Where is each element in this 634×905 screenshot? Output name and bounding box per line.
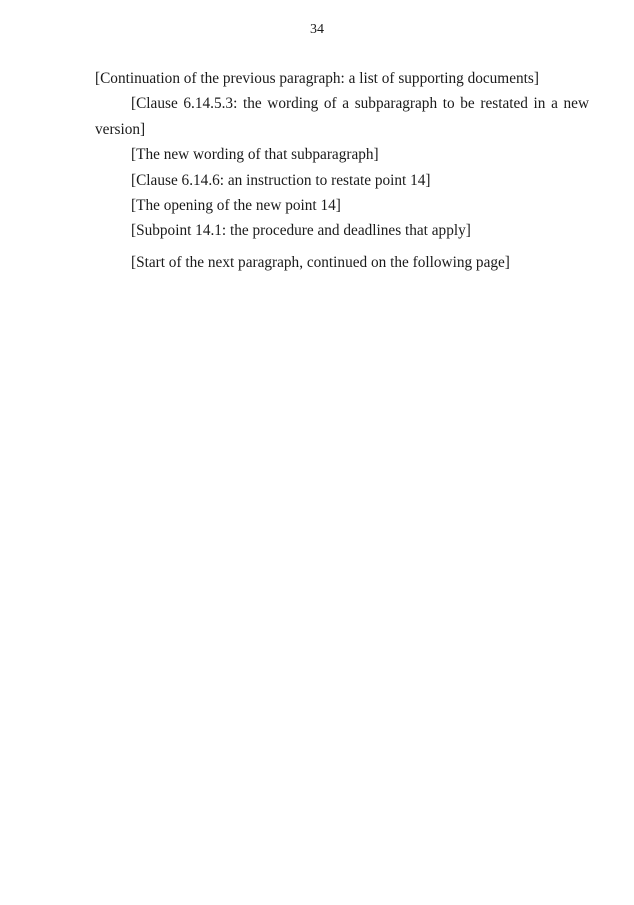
paragraph-14-1: [Subpoint 14.1: the procedure and deadlines that apply] bbox=[131, 222, 471, 240]
document-body bbox=[95, 66, 589, 275]
paragraph-point-14: [The opening of the new point 14] bbox=[131, 197, 341, 215]
paragraph-6-14-6: [Clause 6.14.6: an instruction to restate point 14] bbox=[131, 171, 431, 189]
paragraph-ministry: [Start of the next paragraph, continued on the following page] bbox=[131, 253, 510, 271]
paragraph-new-wording: [The new wording of that subparagraph] bbox=[131, 146, 379, 164]
paragraph-continuation: [Continuation of the previous paragraph: a list of supporting documents] bbox=[95, 70, 539, 87]
page-number: 34 bbox=[310, 22, 324, 37]
paragraph-6-14-5-3: [Clause 6.14.5.3: the wording of a subparagraph to be restated in a new version] bbox=[95, 95, 589, 138]
